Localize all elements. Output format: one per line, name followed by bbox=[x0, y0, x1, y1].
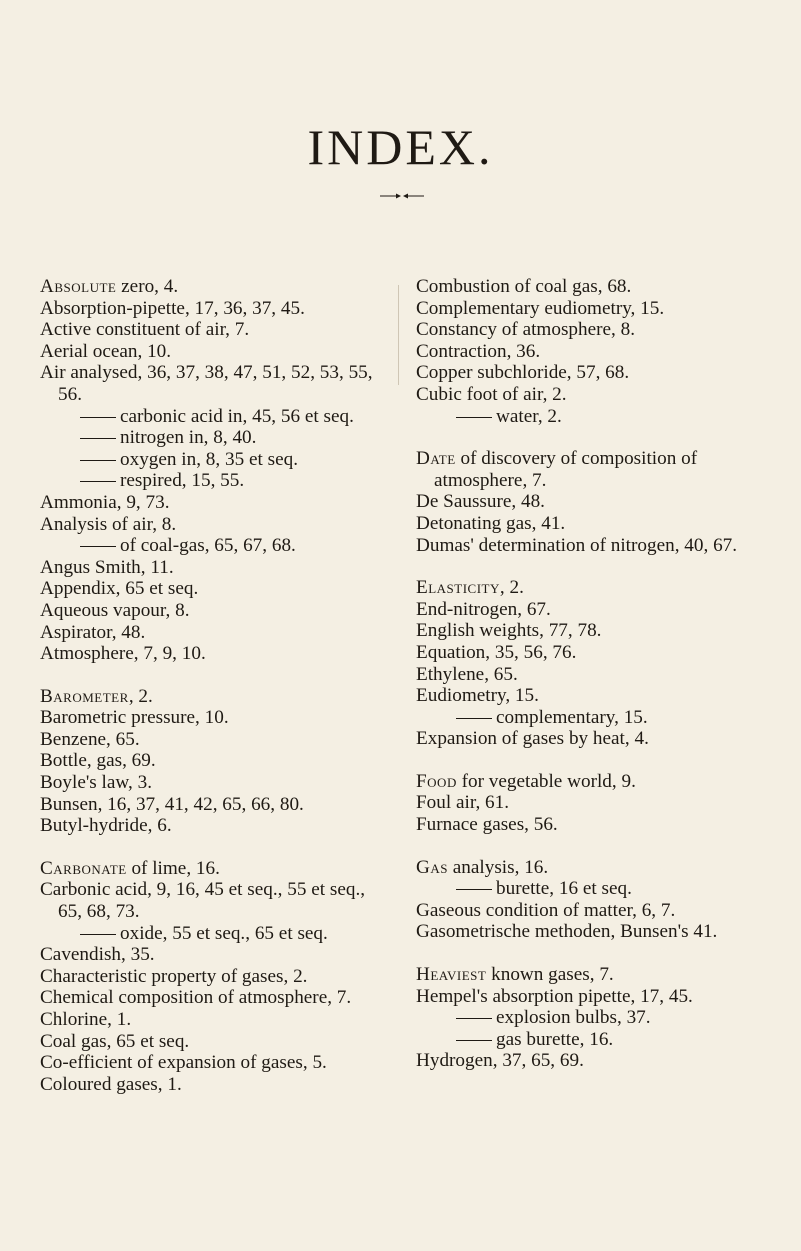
ornament-divider bbox=[380, 193, 424, 199]
index-entry bbox=[40, 879, 390, 922]
entry-text: of coal-gas, 65, 67, 68. bbox=[120, 535, 296, 557]
entry-text: Chlorine, 1. bbox=[40, 1009, 132, 1030]
page-title: INDEX. bbox=[307, 119, 494, 175]
entry-text: Analysis of air, 8. bbox=[40, 513, 177, 535]
entry-text: Dumas' determination of nitrogen, 40, 67. bbox=[416, 534, 738, 556]
index-entry bbox=[40, 794, 390, 816]
index-entry bbox=[40, 622, 390, 644]
index-entry bbox=[40, 492, 390, 514]
index-entry bbox=[40, 276, 390, 298]
section-lead-word: Carbonate bbox=[40, 857, 127, 879]
entry-text: Constancy of atmosphere, 8. bbox=[416, 319, 636, 341]
index-entry bbox=[40, 1052, 390, 1074]
index-entry bbox=[40, 643, 390, 665]
section-gap bbox=[416, 943, 766, 964]
entry-text: carbonic acid in, 45, 56 et seq. bbox=[120, 405, 354, 427]
entry-text: Gasometrische methoden, Bunsen's 41. bbox=[416, 921, 718, 943]
index-entry bbox=[40, 858, 390, 880]
index-subentry bbox=[416, 1029, 766, 1051]
section-lead-word: Barometer bbox=[40, 685, 129, 707]
entry-text: , 2. bbox=[128, 685, 153, 707]
entry-text: known gases, 7. bbox=[486, 964, 614, 986]
index-entry bbox=[416, 384, 766, 406]
index-subentry bbox=[40, 923, 390, 945]
entry-text: Hempel's absorption pipette, 17, 45. bbox=[416, 985, 693, 1007]
index-entry bbox=[40, 341, 390, 363]
section-lead-word: Date bbox=[416, 448, 456, 470]
index-subentry bbox=[40, 449, 390, 471]
entry-text: Active constituent of air, 7. bbox=[40, 319, 250, 341]
index-subentry bbox=[40, 406, 390, 428]
entry-text: oxide, 55 et seq., 65 et seq. bbox=[120, 922, 328, 944]
index-column-left bbox=[40, 276, 390, 1095]
index-entry bbox=[40, 729, 390, 751]
ditto-dash bbox=[80, 417, 116, 418]
entry-text: Eudiometry, 15. bbox=[416, 685, 539, 707]
entry-text: Aqueous vapour, 8. bbox=[40, 599, 190, 621]
entry-text: Gaseous condition of matter, 6, 7. bbox=[416, 899, 676, 921]
entry-text: Butyl-hydride, 6. bbox=[40, 815, 172, 837]
entry-text: nitrogen in, 8, 40. bbox=[120, 427, 257, 449]
ditto-dash bbox=[80, 934, 116, 935]
entry-text: Air analysed, 36, 37, 38, 47, 51, 52, 53, 55, 56. bbox=[40, 362, 373, 405]
index-entry bbox=[416, 276, 766, 298]
ditto-dash bbox=[456, 1018, 492, 1019]
entry-text: Appendix, 65 et seq. bbox=[40, 578, 199, 600]
index-entry bbox=[416, 491, 766, 513]
section-gap bbox=[416, 427, 766, 448]
index-subentry bbox=[416, 406, 766, 428]
entry-text: Cubic foot of air, 2. bbox=[416, 383, 567, 405]
index-entry bbox=[416, 513, 766, 535]
entry-text: for vegetable world, 9. bbox=[456, 770, 636, 792]
index-entry bbox=[416, 685, 766, 707]
entry-text: Aerial ocean, 10. bbox=[40, 340, 172, 362]
section-lead-word: Heaviest bbox=[416, 964, 487, 986]
entry-text: Copper subchloride, 57, 68. bbox=[416, 362, 630, 384]
column-rule bbox=[398, 285, 399, 385]
index-entry bbox=[416, 814, 766, 836]
entry-text: Bunsen, 16, 37, 41, 42, 65, 66, 80. bbox=[40, 793, 304, 815]
index-entry bbox=[416, 771, 766, 793]
index-entry bbox=[416, 448, 766, 491]
index-entry bbox=[416, 535, 766, 557]
entry-text: burette, 16 et seq. bbox=[496, 878, 632, 900]
entry-text: gas burette, 16. bbox=[496, 1028, 614, 1050]
entry-text: Barometric pressure, 10. bbox=[40, 707, 229, 729]
index-entry bbox=[416, 792, 766, 814]
index-entry bbox=[40, 686, 390, 708]
section-gap bbox=[40, 665, 390, 686]
index-entry bbox=[40, 750, 390, 772]
index-entry bbox=[40, 319, 390, 341]
entry-text: complementary, 15. bbox=[496, 706, 648, 728]
entry-text: of discovery of composition of atmosphere, 7. bbox=[434, 448, 698, 491]
section-lead-word: Elasticity bbox=[416, 577, 500, 599]
index-entry bbox=[40, 966, 390, 988]
index-entry bbox=[416, 319, 766, 341]
section-gap bbox=[416, 836, 766, 857]
entry-text: De Saussure, 48. bbox=[416, 491, 545, 513]
index-entry bbox=[416, 298, 766, 320]
entry-text: Coal gas, 65 et seq. bbox=[40, 1030, 190, 1052]
index-entry bbox=[40, 362, 390, 405]
index-entry bbox=[416, 728, 766, 750]
entry-text: water, 2. bbox=[496, 405, 562, 427]
entry-text: Equation, 35, 56, 76. bbox=[416, 641, 577, 663]
index-entry bbox=[416, 1050, 766, 1072]
entry-text: Absorption-pipette, 17, 36, 37, 45. bbox=[40, 297, 305, 319]
index-entry bbox=[416, 599, 766, 621]
ditto-dash bbox=[80, 546, 116, 547]
entry-text: English weights, 77, 78. bbox=[416, 620, 602, 642]
ditto-dash bbox=[456, 417, 492, 418]
index-entry bbox=[416, 341, 766, 363]
index-entry bbox=[40, 600, 390, 622]
entry-text: , 2. bbox=[499, 577, 524, 599]
index-entry bbox=[416, 986, 766, 1008]
ditto-dash bbox=[456, 718, 492, 719]
index-subentry bbox=[40, 427, 390, 449]
entry-text: Chemical composition of atmosphere, 7. bbox=[40, 987, 352, 1009]
entry-text: Combustion of coal gas, 68. bbox=[416, 276, 632, 297]
entry-text: Angus Smith, 11. bbox=[40, 556, 174, 578]
index-subentry bbox=[40, 470, 390, 492]
entry-text: Contraction, 36. bbox=[416, 340, 541, 362]
entry-text: Benzene, 65. bbox=[40, 728, 140, 750]
entry-text: Ammonia, 9, 73. bbox=[40, 491, 170, 513]
entry-text: of lime, 16. bbox=[126, 857, 220, 879]
entry-text: Coloured gases, 1. bbox=[40, 1073, 182, 1095]
entry-text: oxygen in, 8, 35 et seq. bbox=[120, 448, 298, 470]
entry-text: Boyle's law, 3. bbox=[40, 772, 152, 794]
entry-text: zero, 4. bbox=[116, 276, 179, 297]
entry-text: Characteristic property of gases, 2. bbox=[40, 965, 308, 987]
index-entry bbox=[416, 857, 766, 879]
index-entry bbox=[416, 362, 766, 384]
section-lead-word: Food bbox=[416, 770, 457, 792]
entry-text: explosion bulbs, 37. bbox=[496, 1007, 651, 1029]
index-entry bbox=[416, 664, 766, 686]
entry-text: Carbonic acid, 9, 16, 45 et seq., 55 et seq., 65, 68, 73. bbox=[40, 879, 366, 923]
index-entry bbox=[40, 1009, 390, 1031]
entry-text: Detonating gas, 41. bbox=[416, 512, 566, 534]
section-lead-word: Gas bbox=[416, 856, 448, 878]
entry-text: Complementary eudiometry, 15. bbox=[416, 297, 665, 319]
ditto-dash bbox=[80, 481, 116, 482]
entry-text: Ethylene, 65. bbox=[416, 663, 518, 685]
index-subentry bbox=[40, 535, 390, 557]
entry-text: Foul air, 61. bbox=[416, 792, 510, 814]
index-entry bbox=[416, 921, 766, 943]
section-gap bbox=[416, 556, 766, 577]
ditto-dash bbox=[80, 438, 116, 439]
index-entry bbox=[40, 1031, 390, 1053]
entry-text: analysis, 16. bbox=[447, 856, 549, 878]
entry-text: Expansion of gases by heat, 4. bbox=[416, 728, 649, 750]
entry-text: Furnace gases, 56. bbox=[416, 814, 558, 836]
index-entry bbox=[40, 987, 390, 1009]
entry-text: Co-efficient of expansion of gases, 5. bbox=[40, 1052, 327, 1074]
index-entry bbox=[416, 964, 766, 986]
index-entry bbox=[40, 1074, 390, 1096]
index-subentry bbox=[416, 1007, 766, 1029]
index-entry bbox=[416, 620, 766, 642]
ditto-dash bbox=[456, 889, 492, 890]
index-entry bbox=[40, 944, 390, 966]
index-entry bbox=[40, 557, 390, 579]
index-subentry bbox=[416, 878, 766, 900]
entry-text: respired, 15, 55. bbox=[120, 470, 245, 492]
index-subentry bbox=[416, 707, 766, 729]
ditto-dash bbox=[80, 460, 116, 461]
ditto-dash bbox=[456, 1040, 492, 1041]
index-entry bbox=[40, 772, 390, 794]
index-entry bbox=[416, 900, 766, 922]
index-entry bbox=[40, 578, 390, 600]
index-entry bbox=[40, 514, 390, 536]
entry-text: Aspirator, 48. bbox=[40, 621, 146, 643]
index-column-right bbox=[416, 276, 766, 1072]
index-entry bbox=[416, 577, 766, 599]
section-lead-word: Absolute bbox=[40, 276, 117, 297]
index-entry bbox=[416, 642, 766, 664]
section-gap bbox=[416, 750, 766, 771]
section-gap bbox=[40, 837, 390, 858]
entry-text: Bottle, gas, 69. bbox=[40, 750, 156, 772]
entry-text: End-nitrogen, 67. bbox=[416, 598, 551, 620]
entry-text: Hydrogen, 37, 65, 69. bbox=[416, 1050, 584, 1072]
index-entry bbox=[40, 707, 390, 729]
index-entry bbox=[40, 815, 390, 837]
index-entry bbox=[40, 298, 390, 320]
entry-text: Cavendish, 35. bbox=[40, 944, 155, 966]
entry-text: Atmosphere, 7, 9, 10. bbox=[40, 643, 206, 665]
